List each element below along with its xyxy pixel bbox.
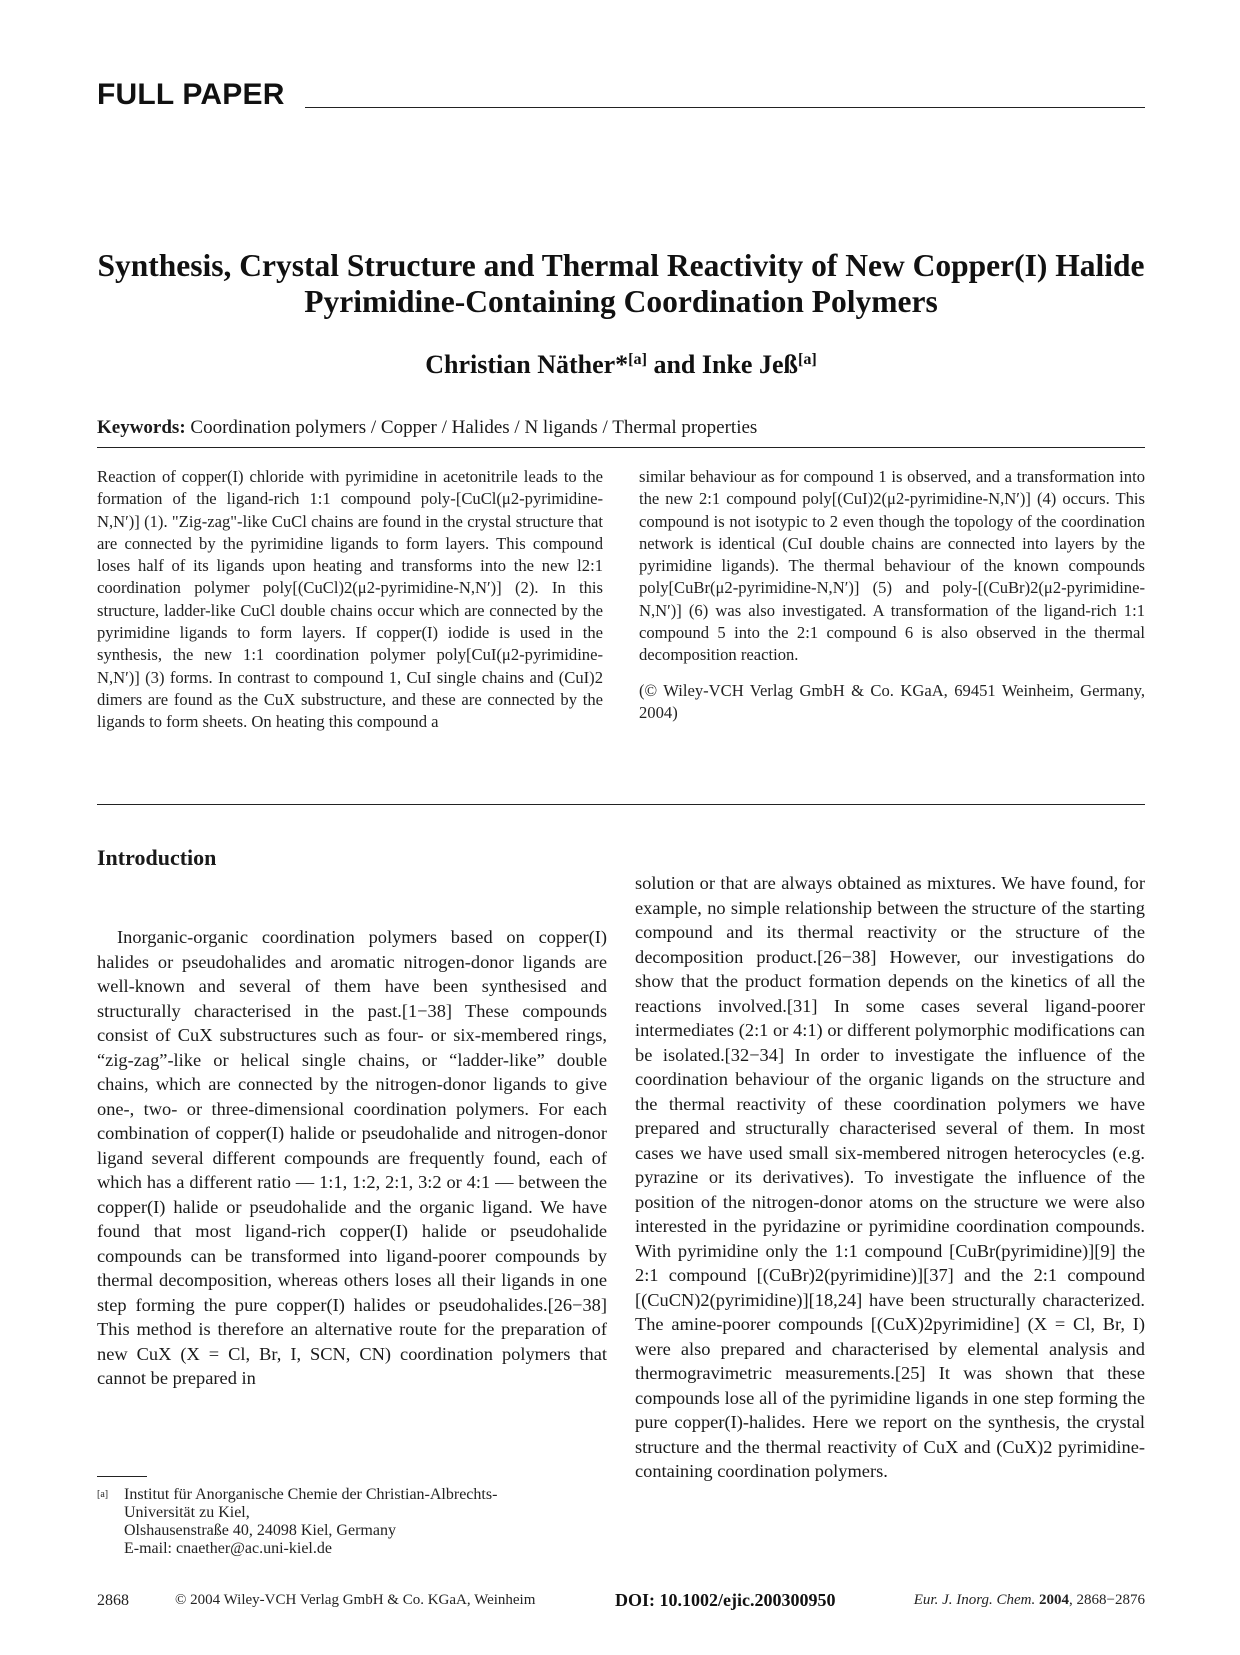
- footnote-rule: [97, 1476, 147, 1477]
- abstract-left-column: [97, 466, 603, 734]
- intro-right-paragraph: solution or that are always obtained as mixtures. We have found, for example, no simple relationship between the structure of the starting compound and its thermal reactivity or the structure of the decomposition product.[26−38] However, our investigations do show that the product formation depends on the kinetics of all the reactions involved.[31] In some cases several ligand-poorer intermediates (2:1 or 4:1) or different polymorphic modifications can be isolated.[32−34] In order to investigate the influence of the coordination behaviour of the organic ligands on the structure and the thermal reactivity of these coordination polymers we have prepared and structurally characterised several of them. In most cases we have used small six-membered nitrogen heterocycles (e.g. pyrazine or its derivatives). To investigate the influence of the position of the nitrogen-donor atoms on the structure we were also interested in the pyridazine or pyrimidine coordination compounds. With pyrimidine only the 1:1 compound [CuBr(pyrimidine)][9] the 2:1 compound [(CuBr)2(pyrimidine)][37] and the 2:1 compound [(CuCN)2(pyrimidine)][18,24] have been structurally characterized. The amine-poorer compounds [(CuX)2pyrimidine] (X = Cl, Br, I) were also prepared and characterised by elemental analysis and thermogravimetric measurements.[25] It was shown that these compounds lose all of the pyrimidine ligands in one step forming the pure copper(I)-halides. Here we report on the synthesis, the crystal structure and the thermal reactivity of CuX and (CuX)2 pyrimidine-containing coordination polymers.: [635, 873, 1145, 1481]
- abstract-right-column: [639, 466, 1145, 724]
- journal-pages: 2868−2876: [1076, 1592, 1145, 1608]
- keywords-label: Keywords:: [97, 417, 186, 438]
- journal-citation: [914, 1592, 1145, 1609]
- page-footer: [97, 1592, 1145, 1616]
- affiliation-footnote: [97, 1486, 607, 1558]
- intro-right-column: [635, 871, 1145, 1484]
- title-line-2: Pyrimidine-Containing Coordination Polymers: [304, 284, 938, 319]
- title-line-1: Synthesis, Crystal Structure and Thermal Reactivity of New Copper(I) Halide: [97, 248, 1145, 283]
- keywords-text: Coordination polymers / Copper / Halides / N ligands / Thermal properties: [190, 417, 758, 438]
- journal-year: 2004: [1039, 1592, 1070, 1608]
- header-rule: [305, 107, 1145, 108]
- journal-name: Eur. J. Inorg. Chem.: [913, 1592, 1036, 1608]
- footnote-email: E-mail: cnaether@ac.uni-kiel.de: [124, 1540, 332, 1557]
- author-1-affiliation: [a]: [628, 351, 647, 369]
- footnote-line: Universität zu Kiel,: [124, 1504, 250, 1521]
- abstract-bottom-rule: [97, 804, 1145, 805]
- author-conjunction: and: [653, 350, 696, 379]
- doi-link[interactable]: DOI: 10.1002/ejic.200300950: [615, 1590, 836, 1610]
- footer-copyright: © 2004 Wiley-VCH Verlag GmbH & Co. KGaA, Weinheim: [175, 1592, 536, 1608]
- introduction-heading: Introduction: [97, 845, 217, 870]
- intro-left-paragraph: Inorganic-organic coordination polymers based on copper(I) halides or pseudohalides and aromatic nitrogen-donor ligands are well-known and several of them have been synthesised and structurally characterised in the past.[1−38] These compounds consist of CuX substructures such as four- or six-membered rings, “zig-zag”-like or helical single chains, or “ladder-like” double chains, which are connected by the nitrogen-donor ligands to give one-, two- or three-dimensional coordination polymers. For each combination of copper(I) halide or pseudohalide and nitrogen-donor ligand several different compounds are frequently found, each of which has a different ratio — 1:1, 1:2, 2:1, 3:2 or 4:1 — between the copper(I) halide or pseudohalide and the organic ligand. We have found that most ligand-rich copper(I) halide or pseudohalide compounds can be transformed into ligand-poorer compounds by thermal decomposition, whereas others loses all their ligands in one step forming the pure copper(I) halides or pseudohalides.[26−38] This method is therefore an alternative route for the preparation of new CuX (X = Cl, Br, I, SCN, CN) coordination polymers that cannot be prepared in: [97, 927, 607, 1388]
- author-2: Inke Jeß: [701, 350, 798, 379]
- author-2-affiliation: [a]: [797, 351, 817, 369]
- section-label: FULL PAPER: [97, 78, 285, 111]
- footnote-line: Olshausenstraße 40, 24098 Kiel, Germany: [124, 1522, 396, 1539]
- intro-left-column: [97, 925, 607, 1391]
- author-1: Christian Näther*: [425, 350, 629, 379]
- abstract-right-paragraph: similar behaviour as for compound 1 is observed, and a transformation into the new 2:1 compound poly[(CuI)2(μ2-pyrimidine-N,N′)] (4) occurs. This compound is not isotypic to 2 even though the topology of the coordination network is identical (CuI double chains are connected into layers by the pyrimidine ligands). The thermal behaviour of the known compounds poly[CuBr(μ2-pyrimidine-N,N′)] (5) and poly-[(CuBr)2(μ2-pyrimidine-N,N′)] (6) was also investigated. A transformation of the ligand-rich 1:1 compound 5 into the 2:1 compound 6 is also observed in the thermal decomposition reaction.: [639, 467, 1145, 665]
- abstract-top-rule: [97, 447, 1145, 448]
- page-number: 2868: [97, 1592, 129, 1609]
- paper-title: [97, 248, 1145, 320]
- abstract-copyright: (© Wiley-VCH Verlag GmbH & Co. KGaA, 69451 Weinheim, Germany, 2004): [639, 680, 1145, 722]
- keywords: [97, 417, 757, 439]
- author-line: [97, 350, 1145, 380]
- footnote-marker: [a]: [97, 1489, 109, 1500]
- abstract-left-paragraph: Reaction of copper(I) chloride with pyrimidine in acetonitrile leads to the formation of the ligand-rich 1:1 compound poly-[CuCl(μ2-pyrimidine-N,N′)] (1). "Zig-zag"-like CuCl chains are found in the crystal structure that are connected by the pyrimidine ligands to form layers. This compound loses half of its ligands upon heating and transforms into the new l2:1 coordination polymer poly[(CuCl)2(μ2-pyrimidine-N,N′)] (2). In this structure, ladder-like CuCl double chains occur which are connected by the pyrimidine ligands to form layers. If copper(I) iodide is used in the synthesis, the new 1:1 coordination polymer poly[CuI(μ2-pyrimidine-N,N′)] (3) forms. In contrast to compound 1, CuI single chains and (CuI)2 dimers are found as the CuX substructure, and these are connected by the ligands to form sheets. On heating this compound a: [97, 467, 603, 732]
- journal-separator: ,: [1069, 1592, 1077, 1608]
- footnote-line: Institut für Anorganische Chemie der Christian-Albrechts-: [124, 1486, 498, 1503]
